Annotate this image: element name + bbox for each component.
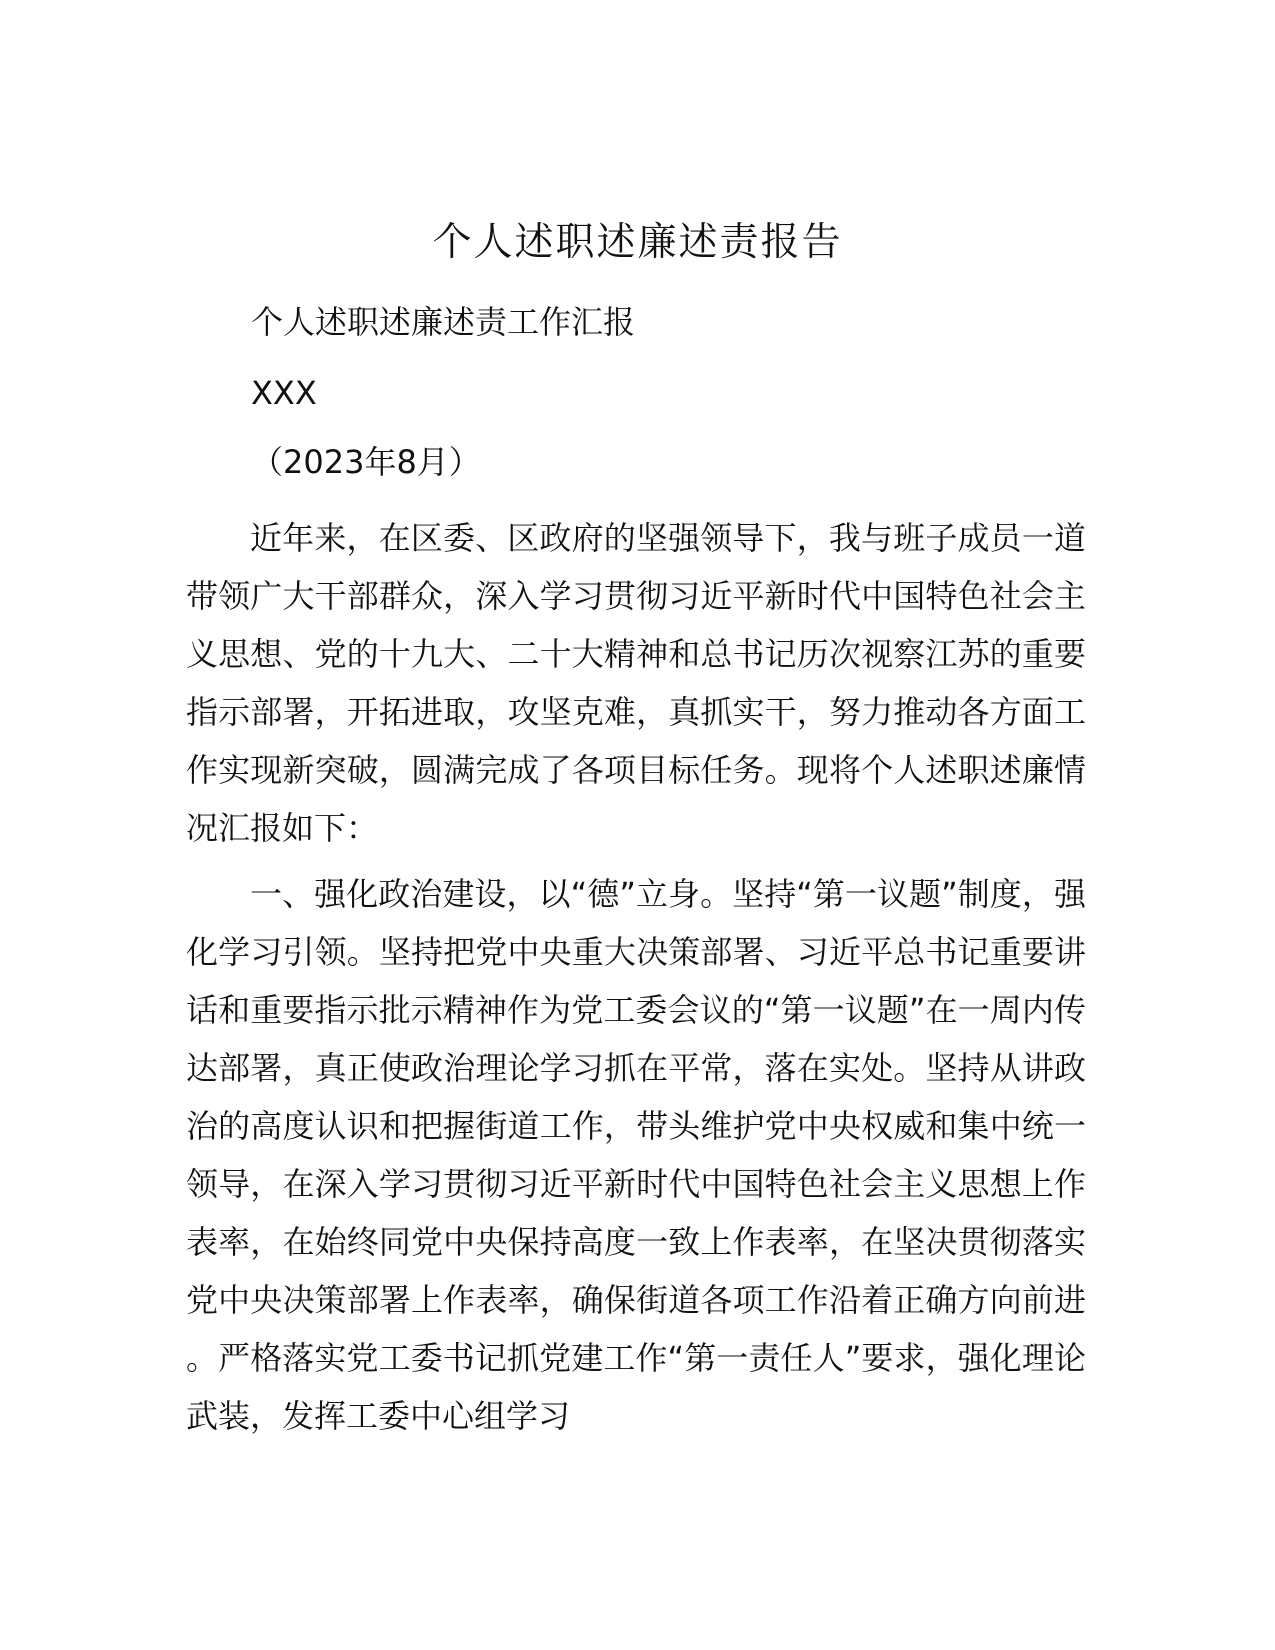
document-date: （2023年8月） (251, 443, 481, 481)
document-title: 个人述职述廉述责报告 (432, 220, 843, 265)
document-subtitle: 个人述职述廉述责工作汇报 (251, 303, 636, 341)
body-paragraph-intro: 近年来，在区委、区政府的坚强领导下，我与班子成员一道带领广大干部群众，深入学习贯彻习近平新时代中国特色社会主义思想、党的十九大、二十大精神和总书记历次视察江苏的重要指示部署，开拓进取，攻坚克难，真抓实干，努力推动各方面工作实现新突破，圆满完成了各项目标任务。现将个人述职述廉情况汇报如下： (186, 519, 1086, 847)
document-author: XXX (251, 374, 317, 412)
body-paragraph-section-one: 一、强化政治建设，以“德”立身。坚持“第一议题”制度，强化学习引领。坚持把党中央重大决策部署、习近平总书记重要讲话和重要指示批示精神作为党工委会议的“第一议题”在一周内传达部署，真正使政治理论学习抓在平常，落在实处。坚持从讲政治的高度认识和把握街道工作，带头维护党中央权威和集中统一领导，在深入学习贯彻习近平新时代中国特色社会主义思想上作表率，在始终同党中央保持高度一致上作表率，在坚决贯彻落实党中央决策部署上作表率，确保街道各项工作沿着正确方向前进。严格落实党工委书记抓党建工作“第一责任人”要求，强化理论武装，发挥工委中心组学习 (186, 875, 1086, 1435)
